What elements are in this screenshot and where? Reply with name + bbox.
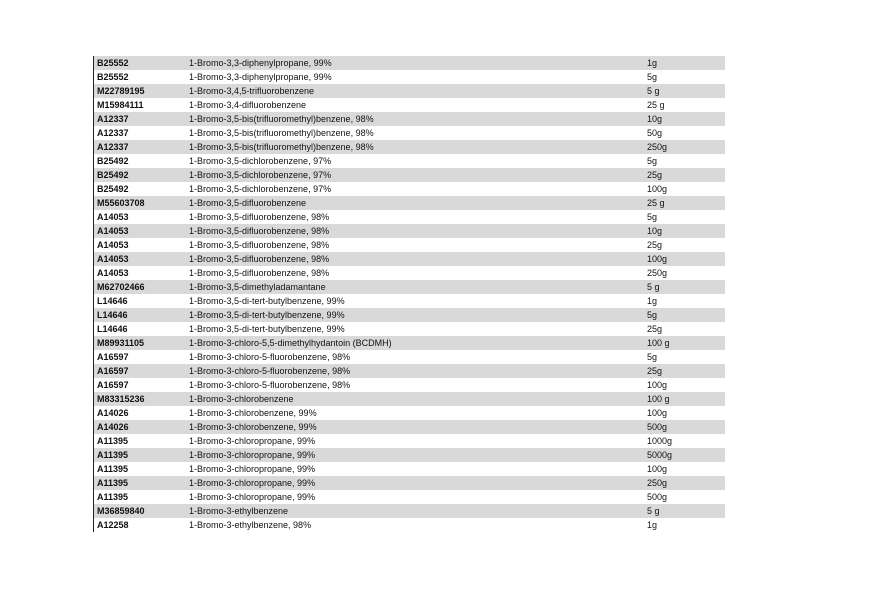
table-row (94, 140, 725, 154)
product-code-cell: A16597 (97, 380, 129, 390)
product-code-cell: A14053 (97, 240, 129, 250)
product-code-cell: B25492 (97, 156, 129, 166)
quantity-cell: 25 g (647, 198, 665, 208)
quantity-cell: 25g (647, 240, 663, 250)
table-row (94, 420, 725, 434)
product-code-cell: B25552 (97, 58, 129, 68)
product-code-cell: A12337 (97, 128, 129, 138)
table-row (94, 294, 725, 308)
quantity-cell: 100g (647, 184, 668, 194)
product-code-cell: M62702466 (97, 282, 145, 292)
quantity-cell: 100g (647, 380, 668, 390)
product-code-cell: M15984111 (97, 100, 144, 110)
quantity-cell: 5g (647, 72, 658, 82)
product-name-cell: 1-Bromo-3,4-difluorobenzene (189, 100, 307, 110)
table-row (94, 308, 725, 322)
product-code-cell: A14053 (97, 226, 129, 236)
product-name-cell: 1-Bromo-3,5-difluorobenzene, 98% (189, 226, 330, 236)
product-code-cell: B25552 (97, 72, 129, 82)
quantity-cell: 1g (647, 58, 658, 68)
product-name-cell: 1-Bromo-3-ethylbenzene, 98% (189, 520, 312, 530)
quantity-cell: 5g (647, 310, 658, 320)
product-code-cell: M89931105 (97, 338, 145, 348)
quantity-cell: 1g (647, 296, 658, 306)
quantity-cell: 100g (647, 464, 668, 474)
quantity-cell: 5g (647, 156, 658, 166)
product-name-cell: 1-Bromo-3-chlorobenzene, 99% (189, 408, 317, 418)
quantity-cell: 100g (647, 408, 668, 418)
quantity-cell: 10g (647, 226, 663, 236)
quantity-cell: 50g (647, 128, 663, 138)
table-row (94, 350, 725, 364)
table-row (94, 266, 725, 280)
product-code-cell: L14646 (97, 324, 128, 334)
product-name-cell: 1-Bromo-3-chloropropane, 99% (189, 478, 316, 488)
product-name-cell: 1-Bromo-3,5-bis(trifluoromethyl)benzene, 98% (189, 114, 374, 124)
product-code-cell: A12258 (97, 520, 129, 530)
quantity-cell: 10g (647, 114, 663, 124)
table-row (94, 406, 725, 420)
product-name-cell: 1-Bromo-3,5-di-tert-butylbenzene, 99% (189, 296, 345, 306)
product-code-cell: A12337 (97, 142, 129, 152)
product-code-cell: A14053 (97, 268, 129, 278)
product-code-cell: A14053 (97, 212, 129, 222)
product-name-cell: 1-Bromo-3,5-dichlorobenzene, 97% (189, 184, 332, 194)
product-name-cell: 1-Bromo-3-chloro-5,5-dimethylhydantoin (BCDMH) (189, 338, 392, 348)
product-code-cell: B25492 (97, 170, 129, 180)
quantity-cell: 250g (647, 142, 668, 152)
table-row (94, 280, 725, 294)
product-table (93, 56, 725, 532)
table-row (94, 434, 725, 448)
product-name-cell: 1-Bromo-3,5-difluorobenzene (189, 198, 307, 208)
product-code-cell: A11395 (97, 450, 129, 460)
table-row (94, 322, 725, 336)
product-name-cell: 1-Bromo-3,5-dichlorobenzene, 97% (189, 156, 332, 166)
table-row (94, 364, 725, 378)
table-row (94, 70, 725, 84)
product-name-cell: 1-Bromo-3,5-difluorobenzene, 98% (189, 240, 330, 250)
product-code-cell: M36859840 (97, 506, 145, 516)
quantity-cell: 5g (647, 212, 658, 222)
quantity-cell: 250g (647, 268, 668, 278)
product-name-cell: 1-Bromo-3-chloropropane, 99% (189, 436, 316, 446)
quantity-cell: 1g (647, 520, 658, 530)
product-code-cell: A11395 (97, 492, 129, 502)
quantity-cell: 100 g (647, 394, 670, 404)
quantity-cell: 25g (647, 324, 663, 334)
quantity-cell: 5 g (647, 282, 660, 292)
quantity-cell: 5 g (647, 86, 660, 96)
product-name-cell: 1-Bromo-3-chlorobenzene, 99% (189, 422, 317, 432)
product-name-cell: 1-Bromo-3-chloro-5-fluorobenzene, 98% (189, 352, 351, 362)
quantity-cell: 100g (647, 254, 668, 264)
product-name-cell: 1-Bromo-3,3-diphenylpropane, 99% (189, 72, 332, 82)
product-code-cell: A11395 (97, 464, 129, 474)
table-row (94, 196, 725, 210)
quantity-cell: 500g (647, 422, 668, 432)
table-row (94, 504, 725, 518)
product-name-cell: 1-Bromo-3,3-diphenylpropane, 99% (189, 58, 332, 68)
table-row (94, 490, 725, 504)
table-row (94, 224, 725, 238)
product-name-cell: 1-Bromo-3-chloro-5-fluorobenzene, 98% (189, 366, 351, 376)
table-row (94, 84, 725, 98)
product-name-cell: 1-Bromo-3,5-dichlorobenzene, 97% (189, 170, 332, 180)
table-row (94, 56, 725, 70)
table-row (94, 252, 725, 266)
product-name-cell: 1-Bromo-3,5-difluorobenzene, 98% (189, 254, 330, 264)
quantity-cell: 25 g (647, 100, 665, 110)
product-code-cell: A12337 (97, 114, 129, 124)
table-row (94, 210, 725, 224)
table-row (94, 336, 725, 350)
product-code-cell: L14646 (97, 310, 128, 320)
table-row (94, 448, 725, 462)
table-row (94, 168, 725, 182)
product-name-cell: 1-Bromo-3,5-bis(trifluoromethyl)benzene, 98% (189, 142, 374, 152)
table-row (94, 378, 725, 392)
product-code-cell: A16597 (97, 366, 129, 376)
product-code-cell: M22789195 (97, 86, 145, 96)
table-row (94, 462, 725, 476)
product-code-cell: M55603708 (97, 198, 145, 208)
quantity-cell: 25g (647, 170, 663, 180)
product-name-cell: 1-Bromo-3-chloropropane, 99% (189, 450, 316, 460)
table-row (94, 154, 725, 168)
quantity-cell: 25g (647, 366, 663, 376)
product-code-cell: L14646 (97, 296, 128, 306)
product-name-cell: 1-Bromo-3-chlorobenzene (189, 394, 294, 404)
quantity-cell: 250g (647, 478, 668, 488)
table-row (94, 238, 725, 252)
product-code-cell: A11395 (97, 436, 129, 446)
table-row (94, 476, 725, 490)
product-code-cell: B25492 (97, 184, 129, 194)
table-row (94, 98, 725, 112)
product-name-cell: 1-Bromo-3-chloropropane, 99% (189, 492, 316, 502)
quantity-cell: 500g (647, 492, 668, 502)
quantity-cell: 1000g (647, 436, 673, 446)
product-name-cell: 1-Bromo-3-chloro-5-fluorobenzene, 98% (189, 380, 351, 390)
table-row (94, 112, 725, 126)
table-row (94, 518, 725, 532)
quantity-cell: 5000g (647, 450, 673, 460)
quantity-cell: 5g (647, 352, 658, 362)
table-row (94, 126, 725, 140)
product-name-cell: 1-Bromo-3-ethylbenzene (189, 506, 289, 516)
product-name-cell: 1-Bromo-3-chloropropane, 99% (189, 464, 316, 474)
product-code-cell: A14026 (97, 408, 129, 418)
product-name-cell: 1-Bromo-3,5-di-tert-butylbenzene, 99% (189, 324, 345, 334)
product-code-cell: A14053 (97, 254, 129, 264)
product-name-cell: 1-Bromo-3,5-difluorobenzene, 98% (189, 268, 330, 278)
product-code-cell: A11395 (97, 478, 129, 488)
table-row (94, 392, 725, 406)
product-name-cell: 1-Bromo-3,5-di-tert-butylbenzene, 99% (189, 310, 345, 320)
product-name-cell: 1-Bromo-3,4,5-trifluorobenzene (189, 86, 315, 96)
product-name-cell: 1-Bromo-3,5-difluorobenzene, 98% (189, 212, 330, 222)
product-code-cell: A14026 (97, 422, 129, 432)
product-name-cell: 1-Bromo-3,5-dimethyladamantane (189, 282, 326, 292)
quantity-cell: 100 g (647, 338, 670, 348)
table-row (94, 182, 725, 196)
quantity-cell: 5 g (647, 506, 660, 516)
product-code-cell: M83315236 (97, 394, 145, 404)
product-code-cell: A16597 (97, 352, 129, 362)
product-name-cell: 1-Bromo-3,5-bis(trifluoromethyl)benzene, 98% (189, 128, 374, 138)
